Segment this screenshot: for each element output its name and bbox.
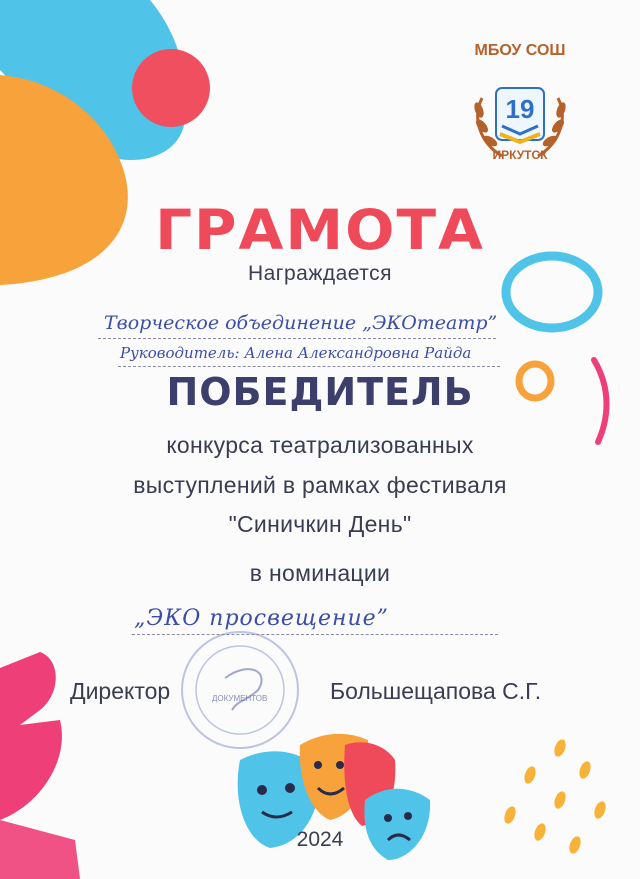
- emblem-bottom-text: ИРКУТСК: [492, 148, 548, 162]
- description-line-1: конкурса театрализованных: [166, 432, 474, 458]
- awarded-label: Награждается: [247, 262, 393, 285]
- nomination-value: „ЭКО просвещение”: [134, 606, 389, 631]
- recipient-leader: Руководитель: Алена Александровна Райда: [120, 344, 472, 362]
- director-name: Большещапова С.Г.: [330, 678, 542, 704]
- school-emblem: [452, 38, 588, 174]
- nomination-line: [132, 606, 498, 635]
- red-circle-shape: [132, 49, 210, 127]
- director-label: Директор: [70, 678, 171, 704]
- stamp-seal-shape: [182, 632, 298, 748]
- winner-heading: ПОБЕДИТЕЛЬ: [166, 370, 474, 414]
- recipient-line-1: [98, 312, 496, 339]
- emblem-top-text: МБОУ СОШ: [474, 42, 566, 59]
- certificate-title: ГРАМОТА: [155, 197, 485, 263]
- emblem-number: 19: [505, 94, 535, 124]
- recipient-line-2: [118, 344, 500, 367]
- recipient-name: Творческое объединение „ЭКОтеатр”: [104, 312, 498, 334]
- description-line-2: выступлений в рамках фестиваля: [133, 472, 507, 498]
- certificate-year: 2024: [296, 828, 344, 851]
- description-line-3: "Синичкин День": [228, 511, 412, 537]
- pink-zigzag-shape: [0, 652, 62, 820]
- stamp-label: ДОКУМЕНТОВ: [212, 694, 268, 703]
- nomination-label: в номинации: [249, 560, 391, 586]
